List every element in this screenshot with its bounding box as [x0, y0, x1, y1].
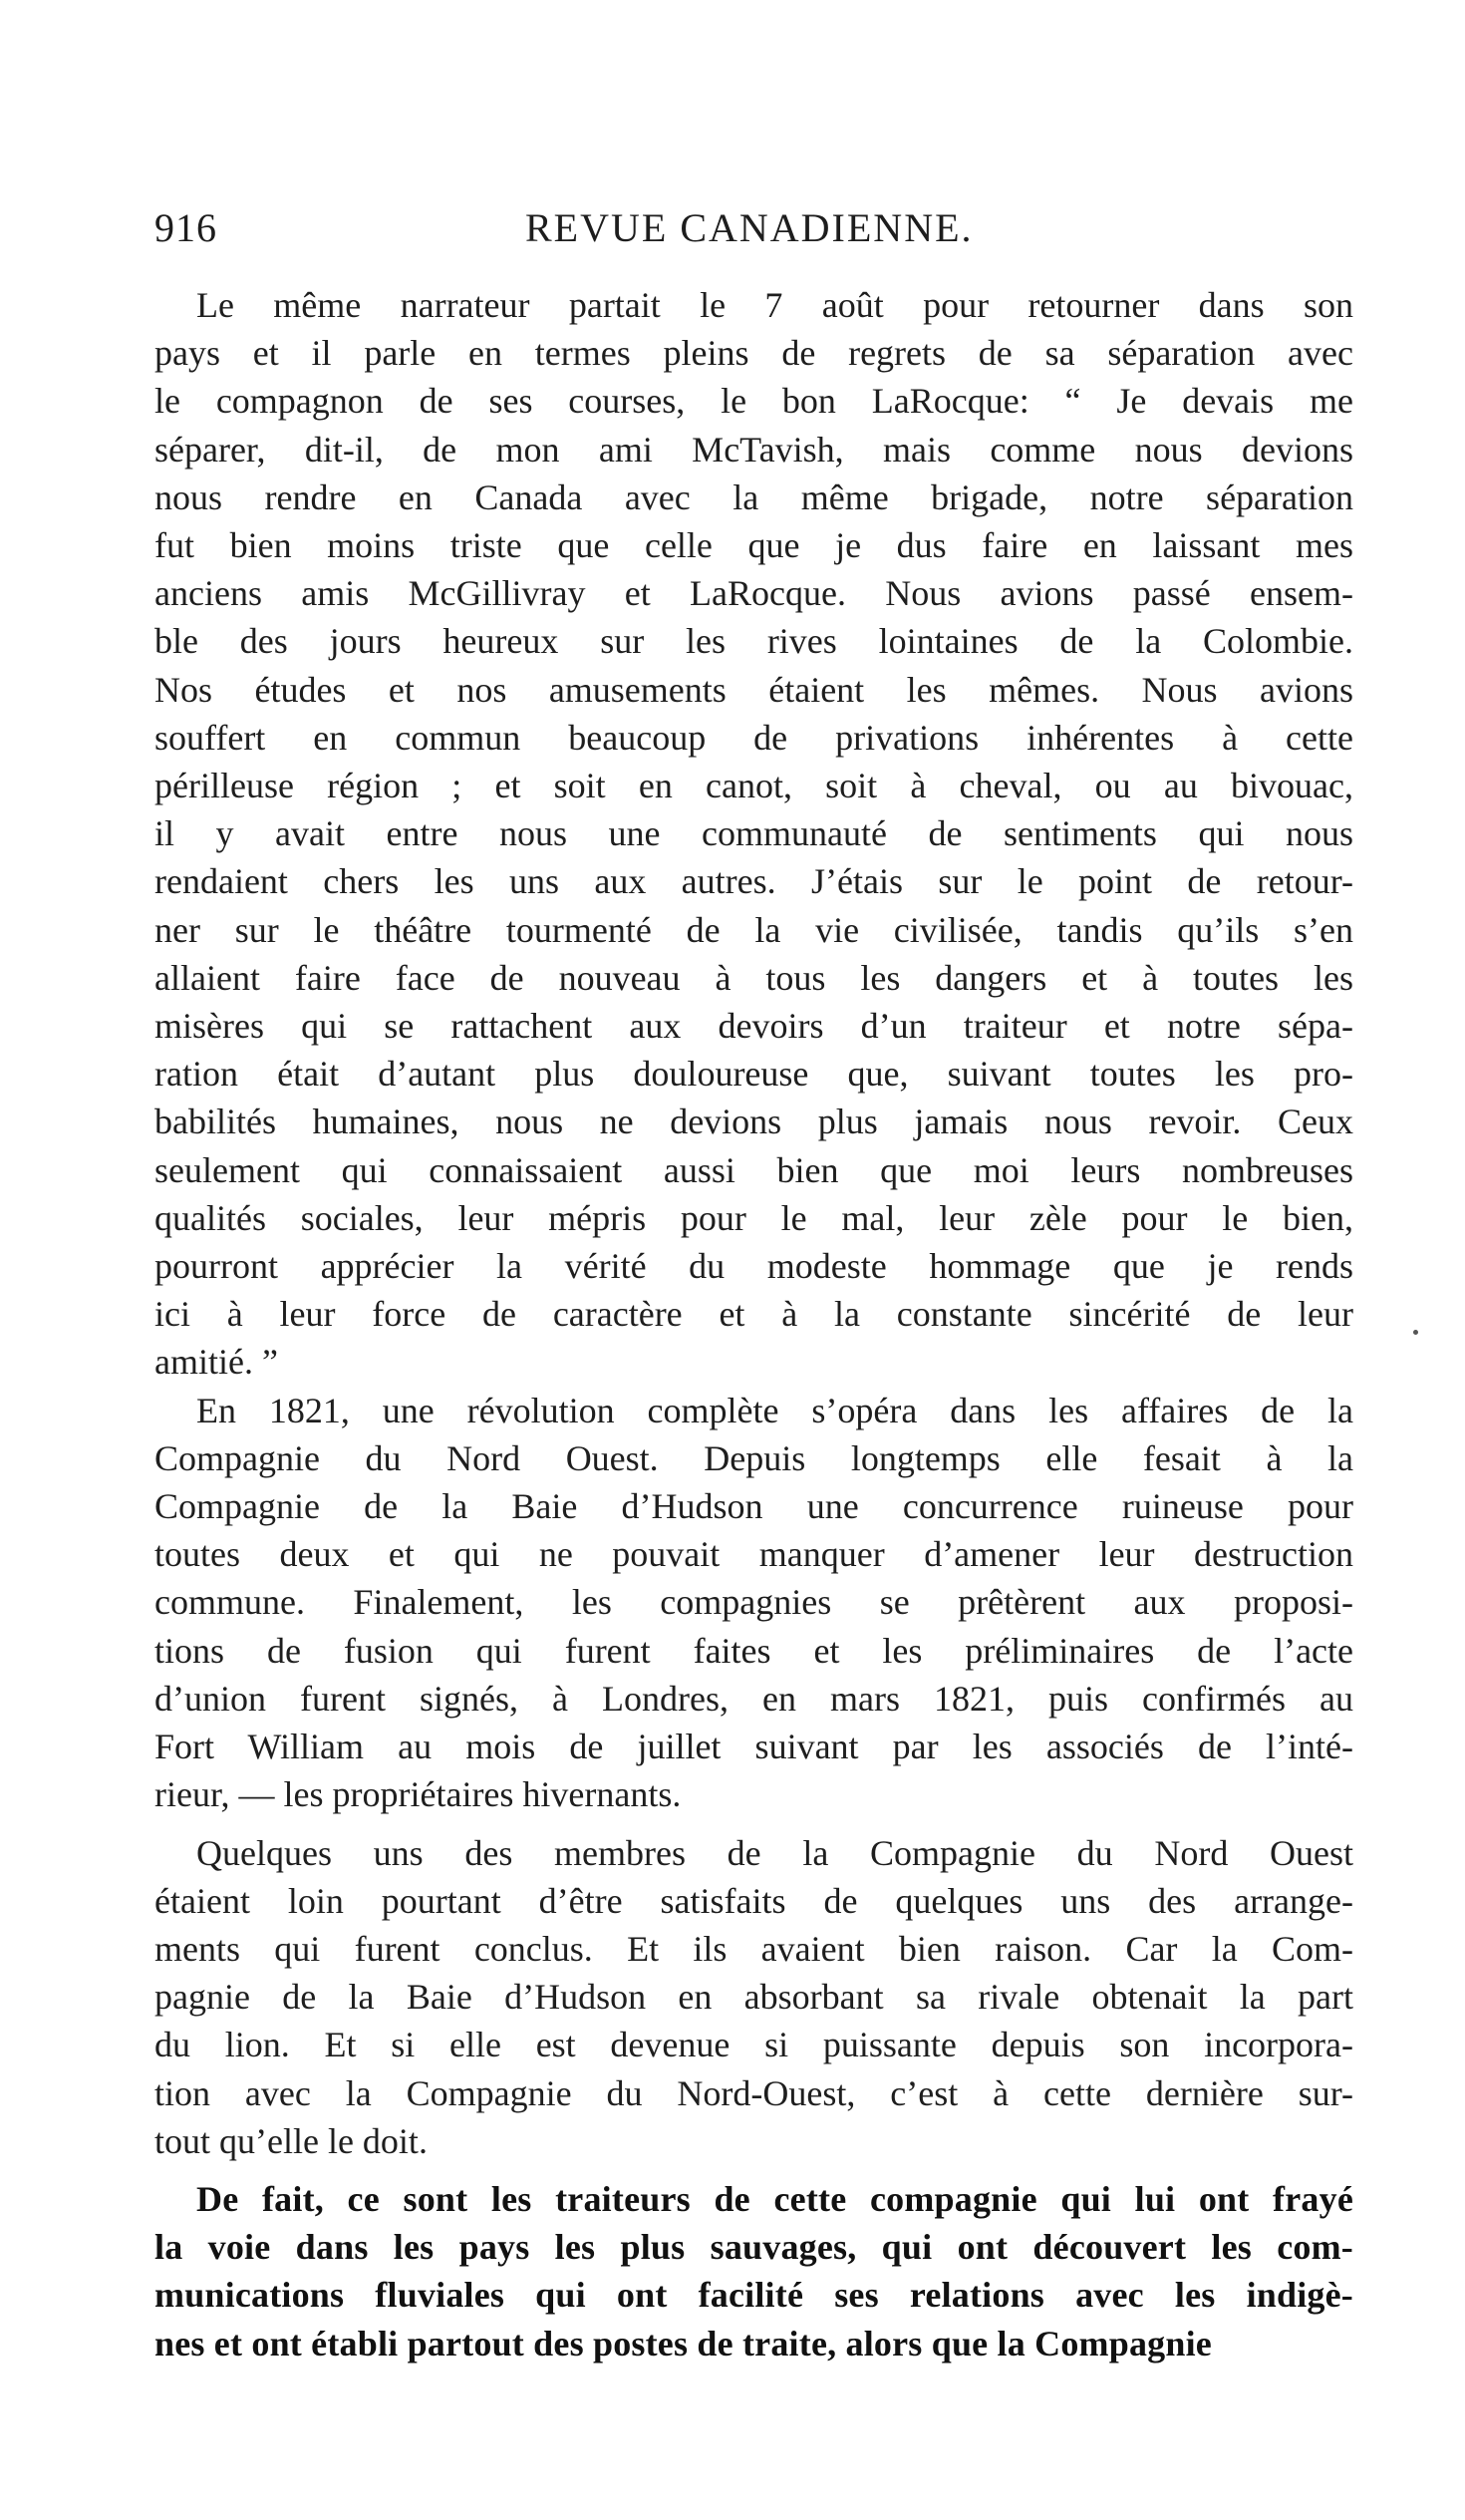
- text-line: munications fluviales qui ont facilité ses relations avec les indigè-: [154, 2275, 1353, 2316]
- text-line: périlleuse région ; et soit en canot, soit à cheval, ou au bivouac,: [154, 766, 1353, 806]
- text-line: amitié. ”: [154, 1342, 278, 1383]
- text-line: ble des jours heureux sur les rives lointaines de la Colombie.: [154, 621, 1353, 662]
- text-line: commune. Finalement, les compagnies se prêtèrent aux proposi-: [154, 1582, 1353, 1623]
- page-number: 916: [154, 205, 217, 250]
- text-line: toutes deux et qui ne pouvait manquer d’amener leur destruction: [154, 1534, 1353, 1575]
- text-line: misères qui se rattachent aux devoirs d’un traiteur et notre sépa-: [154, 1006, 1353, 1047]
- text-line: souffert en commun beaucoup de privations inhérentes à cette: [154, 717, 1353, 758]
- text-line: En 1821, une révolution complète s’opéra dans les affaires de la: [196, 1390, 1353, 1430]
- text-line: Fort William au mois de juillet suivant par les associés de l’inté-: [154, 1727, 1353, 1767]
- paragraph-2: [154, 1387, 1353, 1819]
- text-line: Le même narrateur partait le 7 août pour retourner dans son: [196, 285, 1353, 325]
- text-line: pourront apprécier la vérité du modeste hommage que je rends: [154, 1246, 1353, 1287]
- body-text: [154, 281, 1353, 2367]
- text-line: étaient loin pourtant d’être satisfaits de quelques uns des arrange-: [154, 1880, 1353, 1921]
- text-line: Compagnie du Nord Ouest. Depuis longtemps elle fesait à la: [154, 1437, 1353, 1478]
- text-line: Quelques uns des membres de la Compagnie du Nord Ouest: [196, 1832, 1353, 1873]
- text-line: d’union furent signés, à Londres, en mars 1821, puis confirmés au: [154, 1678, 1353, 1719]
- text-line: rendaient chers les uns aux autres. J’étais sur le point de retour-: [154, 861, 1353, 902]
- text-line: ration était d’autant plus douloureuse que, suivant toutes les pro-: [154, 1054, 1353, 1095]
- text-line: fut bien moins triste que celle que je dus faire en laissant mes: [154, 525, 1353, 566]
- text-line: pays et il parle en termes pleins de regrets de sa séparation avec: [154, 333, 1353, 374]
- text-line: nous rendre en Canada avec la même brigade, notre séparation: [154, 476, 1353, 517]
- text-line: le compagnon de ses courses, le bon LaRocque: “ Je devais me: [154, 381, 1353, 422]
- text-line: pagnie de la Baie d’Hudson en absorbant sa rivale obtenait la part: [154, 1977, 1353, 2018]
- margin-speck: [1413, 1330, 1418, 1335]
- text-line: nes et ont établi partout des postes de traite, alors que la Compagnie: [154, 2323, 1212, 2363]
- text-line: du lion. Et si elle est devenue si puissante depuis son incorpora-: [154, 2025, 1353, 2065]
- paragraph-4: [154, 2175, 1353, 2367]
- text-line: séparer, dit-il, de mon ami McTavish, mais comme nous devions: [154, 429, 1353, 470]
- paragraph-1: [154, 281, 1353, 1387]
- text-line: ici à leur force de caractère et à la constante sincérité de leur: [154, 1294, 1353, 1335]
- running-head: REVUE CANADIENNE.: [525, 205, 974, 250]
- text-line: anciens amis McGillivray et LaRocque. Nous avions passé ensem-: [154, 573, 1353, 614]
- paragraph-3: [154, 1829, 1353, 2165]
- text-line: ner sur le théâtre tourmenté de la vie civilisée, tandis qu’ils s’en: [154, 909, 1353, 950]
- text-line: De fait, ce sont les traiteurs de cette compagnie qui lui ont frayé: [196, 2178, 1353, 2219]
- paragraph-gap: [154, 1819, 1353, 1829]
- text-line: la voie dans les pays les plus sauvages, qui ont découvert les com-: [154, 2227, 1353, 2268]
- text-line: seulement qui connaissaient aussi bien que moi leurs nombreuses: [154, 1149, 1353, 1190]
- text-line: Compagnie de la Baie d’Hudson une concurrence ruineuse pour: [154, 1486, 1353, 1527]
- page-header: [154, 204, 992, 260]
- text-line: allaient faire face de nouveau à tous les dangers et à toutes les: [154, 957, 1353, 998]
- text-line: ments qui furent conclus. Et ils avaient bien raison. Car la Com-: [154, 1928, 1353, 1969]
- text-line: il y avait entre nous une communauté de sentiments qui nous: [154, 813, 1353, 854]
- paragraph-gap: [154, 2165, 1353, 2175]
- text-line: qualités sociales, leur mépris pour le mal, leur zèle pour le bien,: [154, 1197, 1353, 1238]
- text-line: Nos études et nos amusements étaient les mêmes. Nous avions: [154, 669, 1353, 710]
- text-line: tions de fusion qui furent faites et les préliminaires de l’acte: [154, 1630, 1353, 1671]
- text-line: babilités humaines, nous ne devions plus jamais nous revoir. Ceux: [154, 1102, 1353, 1142]
- text-line: rieur, — les propriétaires hivernants.: [154, 1774, 682, 1815]
- text-line: tion avec la Compagnie du Nord-Ouest, c’est à cette dernière sur-: [154, 2072, 1353, 2113]
- text-line: tout qu’elle le doit.: [154, 2120, 428, 2161]
